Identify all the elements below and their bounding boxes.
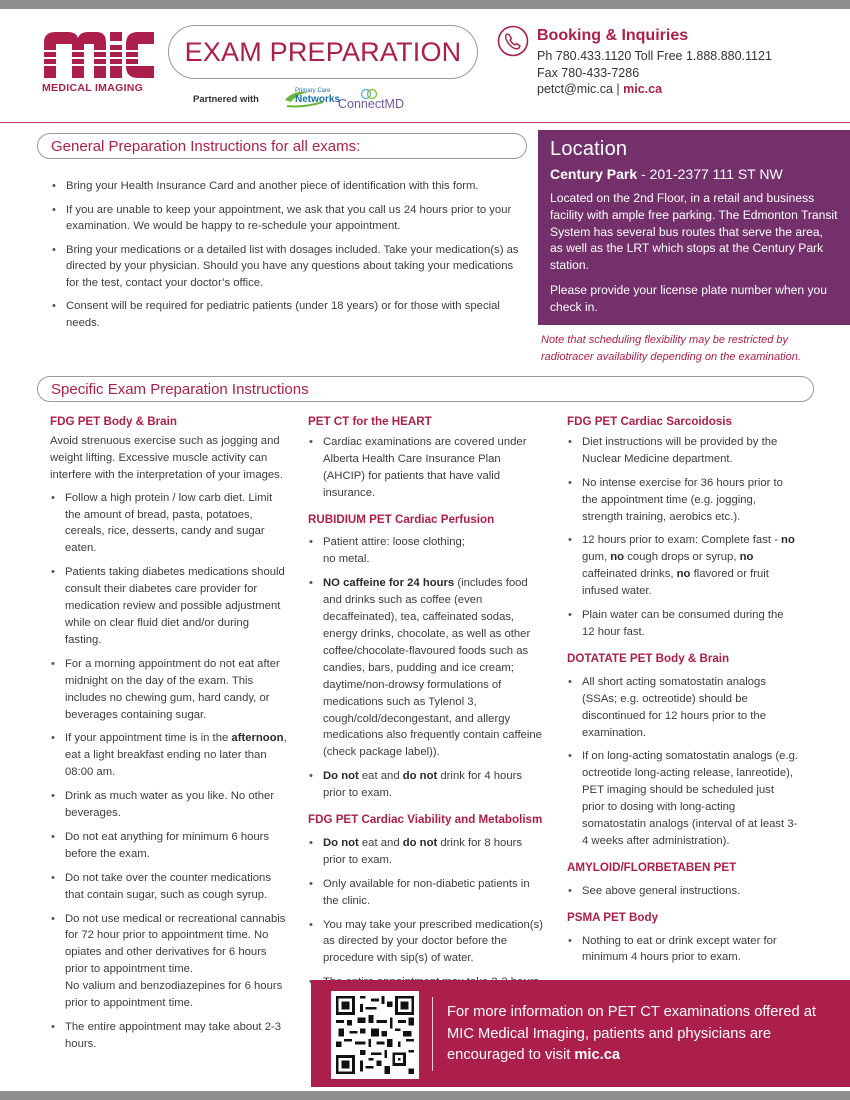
logo-text: MEDICAL IMAGING (42, 82, 144, 94)
emphasis: NO caffeine for 24 hours (323, 577, 455, 590)
partnered-label: Partnered with (193, 94, 259, 105)
bottom-bar (0, 1091, 850, 1100)
text: eat and (358, 836, 403, 849)
list-item: • Consent will be required for pediatric patients (under 18 years) or for those with special needs. (48, 298, 528, 331)
section-title: PSMA PET Body (567, 910, 659, 924)
text: Patient attire: loose clothing; (323, 536, 465, 549)
list-item: • For a morning appointment do not eat after midnight on the day of the exam. This includes no chewing gum, hard candy, or beverages containing sugar. (50, 656, 288, 724)
text: no metal. (323, 553, 370, 566)
location-description: Located on the 2nd Floor, in a retail and business facility with ample free parking. The Edmonton Transit System has several bus routes that serve the area, as well as the LRT which stops at the Century Park station. (550, 191, 838, 273)
list-item (50, 730, 288, 781)
mic-logo-icon (42, 28, 156, 80)
location-box (538, 130, 850, 325)
website-link[interactable]: mic.ca (623, 82, 663, 96)
phone-line: Ph 780.433.1120 Toll Free 1.888.880.1121 (537, 49, 772, 63)
list-item: • Only available for non-diabetic patients in the clinic. (308, 876, 544, 910)
emphasis: no (676, 568, 691, 581)
list-item: • Follow a high protein / low carb diet. Limit the amount of bread, pasta, potatoes, cereals, rice, desserts, candy and sugar eaten. (50, 490, 288, 558)
text: , eat a light breakfast ending no later than 08:00 am. (65, 732, 287, 779)
list-item: • Patients taking diabetes medications should consult their diabetes care provider for medication review and possible adjustment while on clear fluid diet and/or during fasting. (50, 564, 288, 649)
email-link[interactable]: petct@mic.ca (537, 82, 613, 96)
fax-line: Fax 780-433-7286 (537, 65, 640, 80)
list-item (567, 532, 799, 600)
pcn-text: Networks (295, 94, 341, 105)
section-list (567, 933, 799, 967)
location-street: - 201-2377 111 ST NW (637, 166, 783, 182)
section-list (567, 883, 799, 900)
list-item: • The entire appointment may take about 2-3 hours. (50, 1019, 288, 1053)
footer-divider (432, 997, 433, 1071)
text: drink for 8 hours prior to exam. (323, 836, 523, 866)
contact-line (537, 81, 772, 98)
list-item: • Do not eat anything for minimum 6 hours before the exam. (50, 829, 288, 863)
text: 12 hours prior to exam: Complete fast - (582, 534, 782, 547)
booking-title: Booking & Inquiries (537, 27, 689, 44)
footer-banner (311, 980, 850, 1087)
section-list (50, 490, 288, 1053)
list-item: • Nothing to eat or drink except water for minimum 4 hours prior to exam. (567, 933, 799, 967)
section-list (308, 434, 544, 502)
emphasis: do not (402, 836, 438, 849)
top-bar (0, 0, 850, 9)
pcn-small-text: Primary Care (295, 88, 331, 94)
list-item (50, 911, 288, 1012)
list-item: • If on long-acting somatostatin analogs (e.g. octreotide long-acting release, lanreotide), PET imaging should be scheduled just prior to dosing with long-acting somatostatin analogs (interval of at least 3-4 weeks after administration). (567, 748, 799, 849)
location-plate-note: Please provide your license plate number when you check in. (550, 282, 827, 314)
specific-heading: Specific Exam Preparation Instructions (51, 380, 309, 398)
list-item: • Bring your medications or a detailed list with dosages included. Take your medication(s) as directed by your physician. Should you have any questions about taking your medications for the test, contact your doctor’s office. (48, 242, 528, 292)
text: Do not use medical or recreational cannabis for 72 hour prior to appointment time. No opiates and other derivatives for 6 hours prior to appointment time. (65, 912, 286, 976)
section-title: DOTATATE PET Body & Brain (567, 651, 730, 665)
section-list (567, 434, 799, 641)
list-item (308, 768, 544, 802)
list-item: • Plain water can be consumed during the 12 hour fast. (567, 607, 799, 641)
text: caffeinated drinks, (582, 568, 677, 581)
qr-code[interactable] (331, 991, 419, 1079)
text: If your appointment time is in the (65, 732, 232, 745)
header-divider (0, 122, 850, 123)
list-item: • Cardiac examinations are covered under Alberta Health Care Insurance Plan (AHCIP) for patients that have valid insurance. (308, 434, 544, 502)
emphasis: no (739, 551, 754, 564)
list-item (308, 575, 544, 761)
page-title-pill (168, 25, 478, 79)
phone-icon (497, 25, 529, 57)
location-heading: Location (550, 138, 628, 160)
section-list (567, 674, 799, 850)
footer-website-link[interactable]: mic.ca (574, 1047, 621, 1063)
list-item: • Bring your Health Insurance Card and another piece of identification with this form. (48, 178, 528, 195)
location-address (550, 166, 838, 182)
emphasis: no (781, 534, 795, 547)
list-item: • All short acting somatostatin analogs (SSAs; e.g. octreotide) should be discontinued for 12 hours prior to the examination. (567, 674, 799, 742)
text: gum, (582, 551, 611, 564)
section-title: PET CT for the HEART (308, 415, 432, 428)
qr-code-icon (336, 996, 414, 1074)
section-title: FDG PET Cardiac Viability and Metabolism (308, 813, 543, 827)
list-item (308, 835, 544, 869)
location-name: Century Park (550, 166, 638, 182)
scheduling-note: Note that scheduling flexibility may be restricted by radiotracer availability depending on the examination. (541, 334, 801, 363)
list-item: • If you are unable to keep your appointment, we ask that you call us 24 hours prior to your examination. We would be happy to re-schedule your appointment. (48, 202, 528, 235)
text: drink for 4 hours prior to exam. (323, 770, 523, 800)
column-cardiac (308, 414, 544, 998)
general-list (48, 178, 528, 338)
section-title: AMYLOID/FLORBETABEN PET (567, 860, 737, 874)
emphasis: Do not (323, 836, 359, 849)
section-title: FDG PET Cardiac Sarcoidosis (567, 415, 732, 428)
emphasis: Do not (323, 770, 359, 783)
text: (includes food and drinks such as coffee (even decaffeinated), tea, caffeinated sodas, energy drinks, chocolate, as well as other coffee/chocolate-flavoured foods such as candies, bars, pudding and ice cream; daytime/non-drowsy formulations of medications such as Tylenol 3, cough/cold/decongestant, and allergy medications also frequently contain caffeine (check package label)). (323, 577, 542, 759)
specific-heading-pill (37, 376, 814, 402)
separator: | (612, 82, 624, 96)
list-item: • Diet instructions will be provided by the Nuclear Medicine department. (567, 434, 799, 468)
footer-text (447, 1002, 837, 1067)
pcn-logo (283, 88, 341, 110)
text: cough drops or syrup, (624, 551, 740, 564)
list-item: • You may take your prescribed medication(s) as directed by your doctor before the procedure with sip(s) of water. (308, 917, 544, 968)
column-other-exams (567, 414, 799, 973)
list-item (308, 534, 544, 568)
connectmd-text: ConnectMD (338, 97, 404, 111)
section-title: FDG PET Body & Brain (50, 415, 177, 428)
emphasis: do not (402, 770, 438, 783)
list-item: • See above general instructions. (567, 883, 799, 900)
general-heading: General Preparation Instructions for all exams: (51, 137, 361, 155)
text: No valium and benzodiazepines for 6 hours prior to appointment time. (65, 980, 283, 1010)
page-title: EXAM PREPARATION (184, 36, 462, 67)
section-list (308, 534, 544, 802)
section-intro: Avoid strenuous exercise such as jogging and weight lifting. Excessive muscle activity can interfere with the interpretation of your images. (50, 434, 283, 481)
text: eat and (358, 770, 403, 783)
text: flavored or fruit infused water. (582, 568, 769, 598)
section-list (308, 835, 544, 991)
column-fdg-body (50, 414, 288, 1060)
booking-block (537, 27, 772, 98)
list-item: • Do not take over the counter medications that contain sugar, such as cough syrup. (50, 870, 288, 904)
list-item: • Drink as much water as you like. No other beverages. (50, 788, 288, 822)
list-item: • No intense exercise for 36 hours prior to the appointment time (e.g. jogging, strength training, aerobics etc.). (567, 475, 799, 526)
emphasis: afternoon (231, 732, 284, 745)
emphasis: no (610, 551, 625, 564)
footer-message: For more information on PET CT examinations offered at MIC Medical Imaging, patients and physicians are encouraged to visit (447, 1004, 816, 1063)
section-title: RUBIDIUM PET Cardiac Perfusion (308, 512, 495, 526)
general-heading-pill (37, 133, 527, 159)
connectmd-logo (338, 88, 406, 112)
